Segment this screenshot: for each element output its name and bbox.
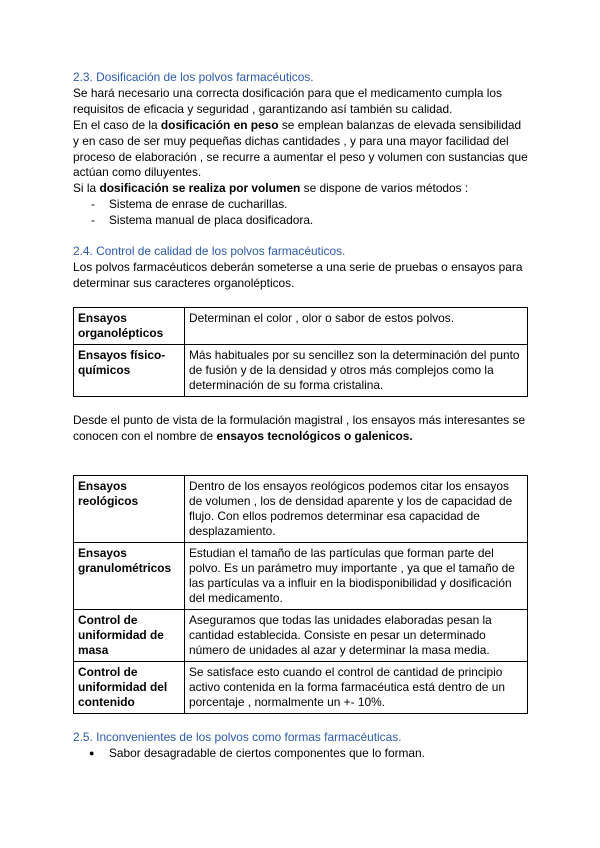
- table-cell-term: Control de uniformidad de masa: [74, 609, 185, 661]
- organoleptic-tests-table: [73, 307, 528, 397]
- bold-term: dosificación en peso: [160, 117, 279, 132]
- table-cell-desc: Se satisface esto cuando el control de cantidad de principio activo contenida en la forma farmacéutica está dentro de un porcentaje , normalmente un +- 10%.: [185, 661, 528, 713]
- paragraph: [73, 181, 528, 197]
- section-heading-2-5: 2.5. Inconvenientes de los polvos como formas farmacéuticas.: [73, 729, 402, 744]
- drawbacks-list: [73, 746, 528, 762]
- table-cell-term: Ensayos granulométricos: [74, 542, 185, 609]
- table-cell-term: Ensayos organolépticos: [74, 307, 185, 344]
- paragraph-text: Desde el punto de vista de la formulación magistral , los ensayos más interesantes se conocen con el nombre de: [73, 412, 526, 443]
- bold-term: ensayos tecnológicos o galenicos.: [216, 428, 413, 443]
- methods-list: [73, 197, 528, 229]
- table-cell-desc: Determinan el color , olor o sabor de estos polvos.: [185, 307, 528, 344]
- table-row: [74, 307, 528, 344]
- paragraph-text: En el caso de la: [73, 117, 161, 132]
- list-item: - Sistema manual de placa dosificadora.: [73, 213, 528, 229]
- table-row: [74, 609, 528, 661]
- table-row: [74, 661, 528, 713]
- document-page: [73, 70, 528, 761]
- table-cell-term: Ensayos reológicos: [74, 475, 185, 542]
- paragraph: Se hará necesario una correcta dosificación para que el medicamento cumpla los requisitos de eficacia y seguridad , garantizando así también su calidad.: [73, 85, 502, 116]
- technological-tests-table: [73, 475, 528, 714]
- table-row: [74, 542, 528, 609]
- paragraph-text: se dispone de varios métodos :: [300, 181, 469, 196]
- paragraph: [73, 413, 528, 445]
- paragraph: Los polvos farmacéuticos deberán someterse a una serie de pruebas o ensayos para determinar sus caracteres organolépticos.: [73, 259, 523, 290]
- table-row: [74, 344, 528, 396]
- table-cell-desc: Estudian el tamaño de las partículas que forman parte del polvo. Es un parámetro muy importante , ya que el tamaño de las partículas va a influir en la biodisponibilidad y dosificación del medicamento.: [185, 542, 528, 609]
- table-cell-term: Control de uniformidad del contenido: [74, 661, 185, 713]
- table-row: [74, 475, 528, 542]
- table-cell-desc: Más habituales por su sencillez son la determinación del punto de fusión y de la densidad y otros más complejos como la determinación de su forma cristalina.: [185, 344, 528, 396]
- table-cell-term: Ensayos físico-químicos: [74, 344, 185, 396]
- section-heading-2-4: 2.4. Control de calidad de los polvos farmacéuticos.: [73, 244, 346, 259]
- paragraph-text: Si la: [73, 181, 100, 196]
- table-cell-desc: Dentro de los ensayos reológicos podemos citar los ensayos de volumen , los de densidad aparente y los de capacidad de flujo. Con ellos podremos determinar esa capacidad de desplazamiento.: [185, 475, 528, 542]
- bold-term: dosificación se realiza por volumen: [99, 181, 301, 196]
- section-heading-2-3: 2.3. Dosificación de los polvos farmacéuticos.: [73, 70, 314, 84]
- paragraph-text: se emplean balanzas de elevada sensibilidad y en caso de ser muy pequeñas dichas cantidades , y para una mayor facilidad del proceso de elaboración , se recurre a aumentar el peso y volumen con sustancias que actúan como diluyentes.: [73, 117, 528, 180]
- list-item: - Sistema de enrase de cucharillas.: [73, 197, 528, 213]
- paragraph: [73, 118, 528, 182]
- list-item: ● Sabor desagradable de ciertos componentes que lo forman.: [73, 746, 528, 762]
- table-cell-desc: Aseguramos que todas las unidades elaboradas pesan la cantidad establecida. Consiste en pesar un determinado número de unidades al azar y determinar la masa media.: [185, 609, 528, 661]
